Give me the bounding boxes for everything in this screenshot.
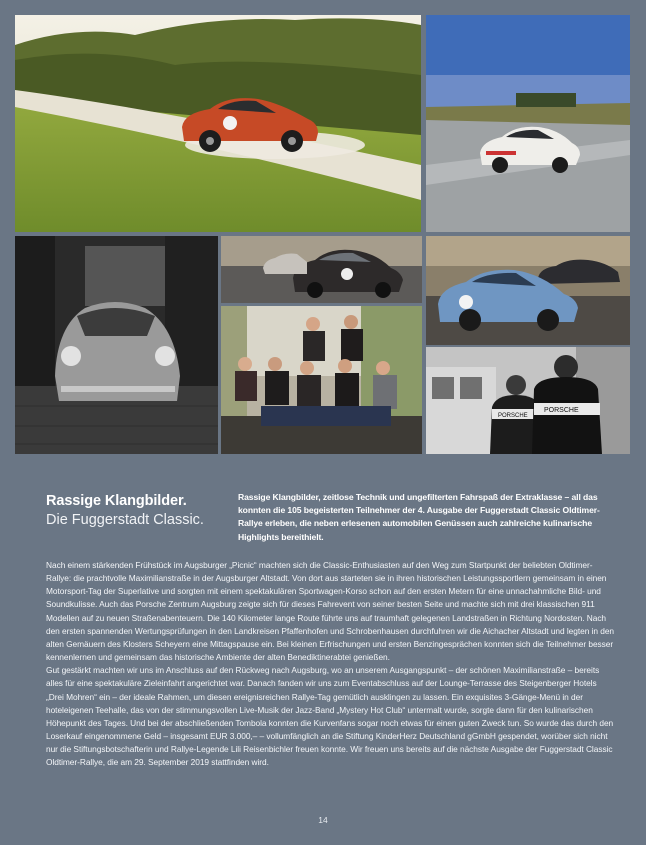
jacket-text-right: PORSCHE (544, 407, 579, 414)
headline (46, 492, 231, 530)
photo-porsche-911-street (221, 236, 422, 303)
article-body (46, 559, 614, 770)
photo-blue-porsche-cobblestone (426, 236, 630, 345)
photo-white-porsche-road (426, 15, 630, 232)
jacket-text-left: PORSCHE (498, 413, 528, 419)
headline-title: Rassige Klangbilder. (46, 493, 187, 509)
page-number: 14 (318, 815, 328, 825)
intro-text: Rassige Klangbilder, zeitlose Technik und ungefilterten Fahrspaß der Extraklasse – all das konnten die 105 begeisterten Teilnehmer der 4. Ausgabe der Fuggerstadt Classic Oldtimer-Rallye erleben, die neben erlesenen automobilen Genüssen auch zahlreiche kulinarische Highlights bereithielt. (238, 492, 600, 542)
photo-orange-porsche-gravel-road (15, 15, 421, 232)
photo-porsche-jackets-bus (426, 347, 630, 454)
photo-team-group (221, 306, 422, 454)
photo-bw-porsche-356-front (15, 236, 218, 454)
article-paragraph-2: Gut gestärkt machten wir uns im Anschluss auf den Rückweg nach Augsburg, wo an unserem Ausgangspunkt – der schönen Maximilianstraße – bereits alles für eine spektakuläre Zieleinfahrt angerichtet war. Danach fanden wir uns zum Eventabschluss auf der Lounge-Terrasse des Steigenberger Hotels „Drei Mohren“ ein – der ideale Rahmen, um diesen ereignisreichen Rallye-Tag gemütlich ausklingen zu lassen. Ein exquisites 3-Gänge-Menü in der hoteleigenen Teehalle, das von der stimmungsvollen Live-Musik der Jazz-Band „Mystery Hot Club“ untermalt wurde, sorgte dann für den kulinarischen Höhepunkt des Tages. Und bei der abschließenden Tombola konnten die Kurvenfans sogar noch etwas für einen guten Zweck tun. So wurde das durch den Loserkauf eingenommene Geld – insgesamt EUR 3.000,– – vollumfänglich an die Stiftung KinderHerz Deutschland gGmbH gespendet, worüber sich nicht nur die Stiftungsbotschafterin und Rallye-Legende Lili Reisenbichler freuen konnte. Wir freuen uns bereits auf die nächste Ausgabe der Fuggerstadt Classic Oldtimer-Rallye, die am 29. September 2019 stattfinden wird. (46, 665, 614, 768)
headline-subtitle: Die Fuggerstadt Classic. (46, 512, 204, 528)
article-paragraph-1: Nach einem stärkenden Frühstück im Augsburger „Picnic“ machten sich die Classic-Enthusiasten auf den Weg zum Startpunkt der beliebten Oldtimer-Rallye: die prachtvolle Maximilianstraße in der Augsburger Altstadt. Von dort aus starteten sie in ihren historischen Leistungssportlern gemeinsam in einen Motorsport-Tag der Superlative und sorgten mit einem spektakulären Sportwagen-Korso schon auf den ersten Metern für eine unnachahmliche Bild- und Soundkulisse. Auch das Porsche Zentrum Augsburg zeigte sich für dieses Fahrevent von seiner besten Seite und machte sich mit drei klassischen 911 Modellen auf zu neuen Straßenabenteuern. Die 140 Kilometer lange Route führte uns auf traumhaft gelegenen Landstraßen in Richtung Nordosten. Nach den ersten spannenden Wertungsprüfungen in den Landkreisen Pfaffenhofen und Schrobenhausen durchfuhren wir die Aichacher Altstadt und legten in den alten Gemäuern des Klosters Scheyern eine Mittagspause ein. Bei kleinen Erfrischungen und ersten Benzingesprächen konnten sich die Teilnehmer besser kennenlernen und gemeinsam das historische Ambiente der alten Benediktinerabtei genießen. (46, 560, 615, 663)
